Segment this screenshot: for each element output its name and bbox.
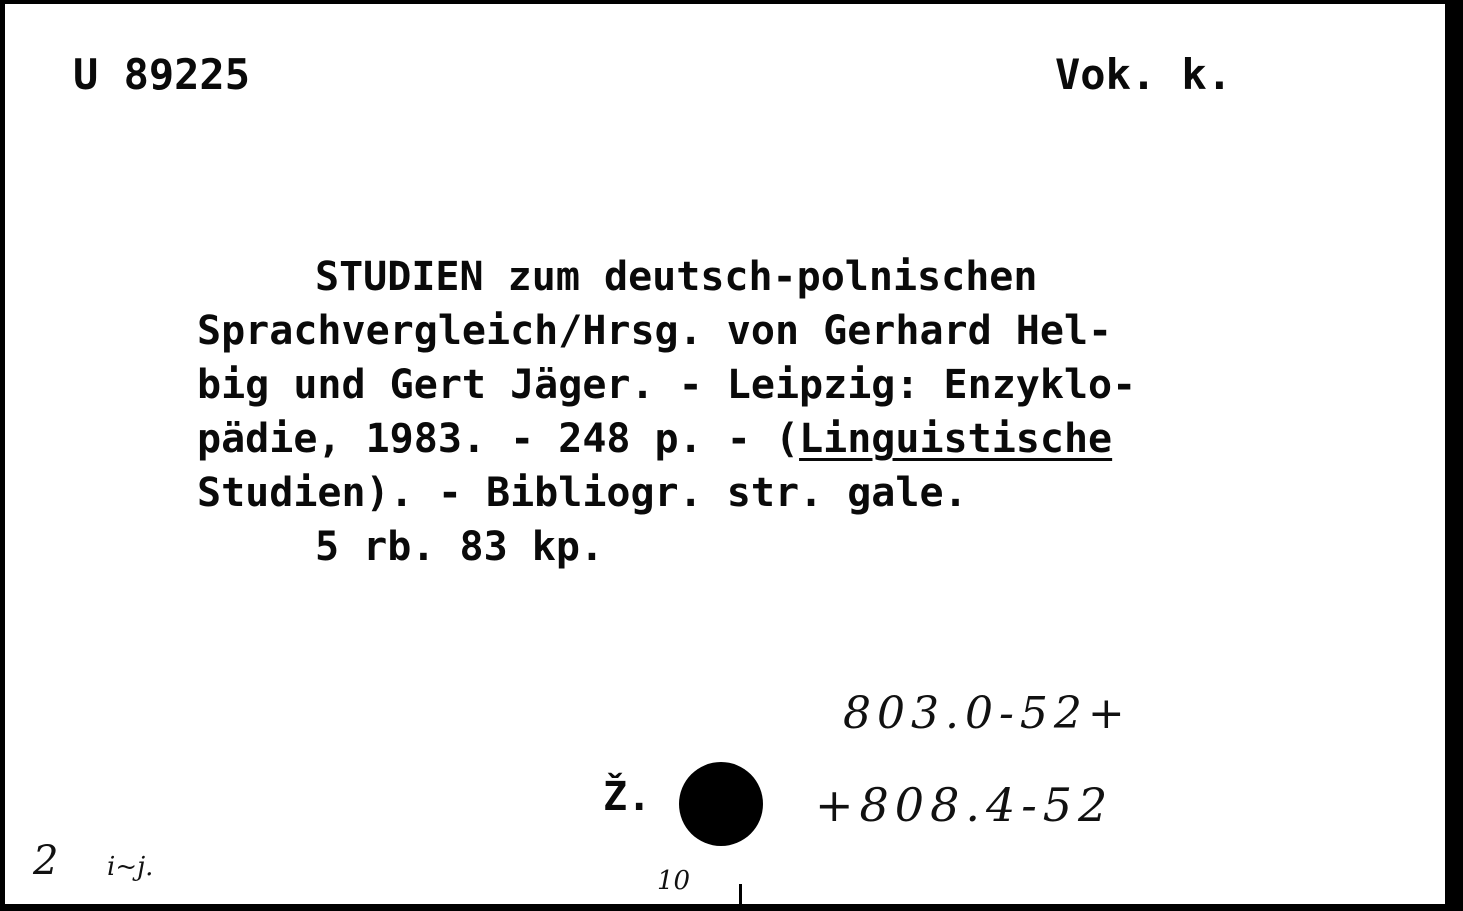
entry-line-4 bbox=[197, 416, 1112, 462]
series-title: Linguistische bbox=[799, 416, 1113, 462]
shelfmark: U 89225 bbox=[73, 50, 251, 99]
entry-line-2: Sprachvergleich/Hrsg. von Gerhard Hel- bbox=[197, 308, 1113, 354]
catalog-card bbox=[5, 4, 1445, 904]
entry-line-1: STUDIEN zum deutsch-polnischen bbox=[315, 254, 1038, 300]
entry-line-3: big und Gert Jäger. - Leipzig: Enzyklo- bbox=[197, 362, 1137, 408]
price-line: 5 rb. 83 kp. bbox=[315, 524, 604, 570]
handwritten-mark-left-small: i~j. bbox=[107, 852, 154, 882]
classification-handwritten-1: 803.0-52+ bbox=[843, 688, 1131, 739]
entry-line-5: Studien). - Bibliogr. str. gale. bbox=[197, 470, 968, 516]
classification-handwritten-2: +808.4-52 bbox=[815, 778, 1114, 832]
collection-code: Vok. k. bbox=[1055, 50, 1233, 99]
stamp-letter: Ž. bbox=[603, 774, 652, 820]
handwritten-mark-left: 2 bbox=[33, 838, 59, 884]
entry-line-4-text: pädie, 1983. - 248 p. - ( bbox=[197, 416, 800, 462]
handwritten-mark-bottom: 10 bbox=[657, 866, 691, 896]
edge-tick-mark bbox=[739, 884, 742, 908]
punch-hole bbox=[679, 762, 763, 846]
